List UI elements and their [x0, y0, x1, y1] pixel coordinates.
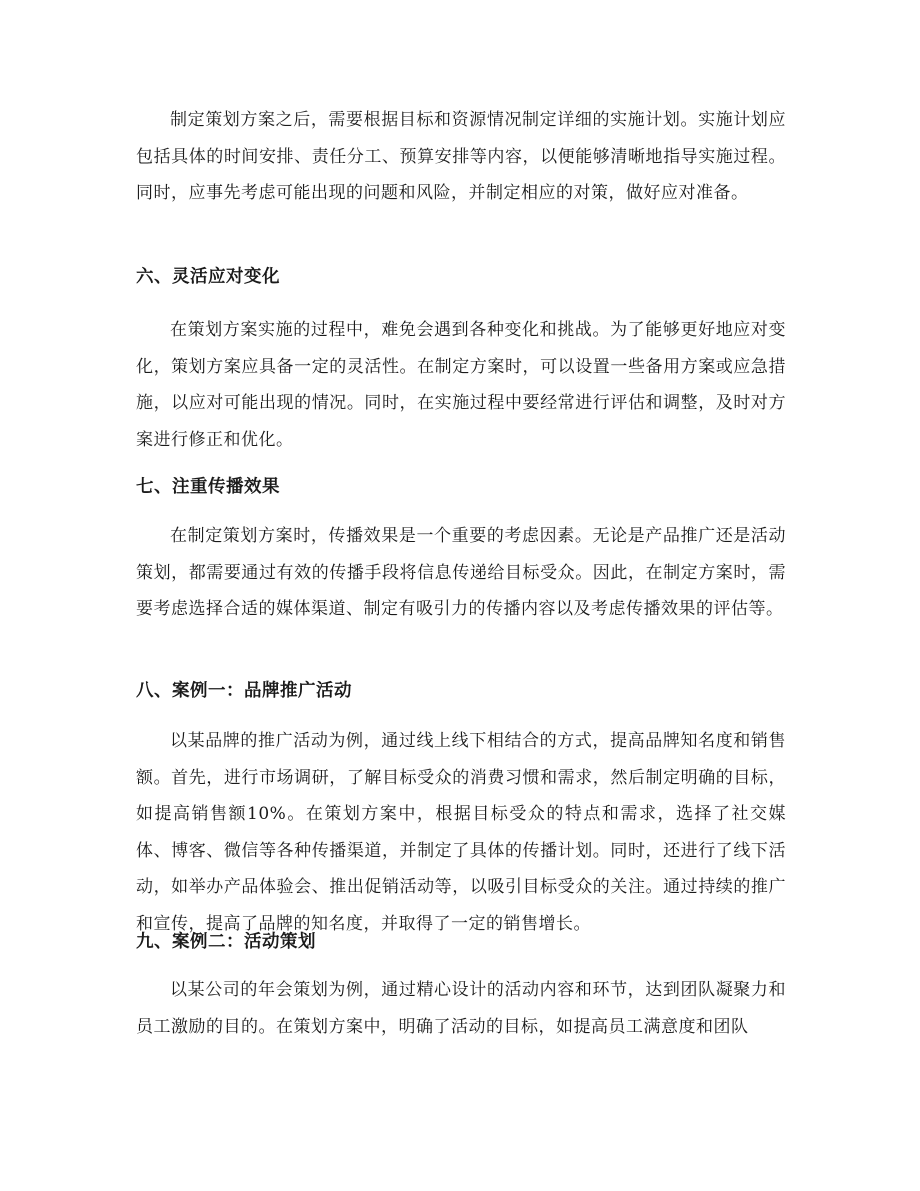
- section-body-6: 在策划方案实施的过程中，难免会遇到各种变化和挑战。为了能够更好地应对变化，策划方案应具备一定的灵活性。在制定方案时，可以设置一些备用方案或应急措施，以应对可能出现的情况。同时，在实施过程中要经常进行评估和调整，及时对方案进行修正和优化。: [136, 320, 786, 450]
- section-body-8: 以某品牌的推广活动为例，通过线上线下相结合的方式，提高品牌知名度和销售额。首先，进行市场调研，了解目标受众的消费习惯和需求，然后制定明确的目标，如提高销售额10%。在策划方案中，根据目标受众的特点和需求，选择了社交媒体、博客、微信等各种传播渠道，并制定了具体的传播计划。同时，还进行了线下活动，如举办产品体验会、推出促销活动等，以吸引目标受众的关注。通过持续的推广和宣传，提高了品牌的知名度，并取得了一定的销售增长。: [136, 731, 786, 934]
- section-heading-7: 七、注重传播效果: [136, 477, 280, 497]
- intro-paragraph: [136, 102, 786, 212]
- section-body-7: 在制定策划方案时，传播效果是一个重要的考虑因素。无论是产品推广还是活动策划，都需要通过有效的传播手段将信息传递给目标受众。因此，在制定方案时，需要考虑选择合适的媒体渠道、制定有吸引力的传播内容以及考虑传播效果的评估等。: [136, 526, 786, 619]
- section-body-9: 以某公司的年会策划为例，通过精心设计的活动内容和环节，达到团队凝聚力和员工激励的目的。在策划方案中，明确了活动的目标，如提高员工满意度和团队: [136, 980, 786, 1037]
- section-heading-9: 九、案例二：活动策划: [136, 932, 316, 952]
- section-heading-8: 八、案例一：品牌推广活动: [136, 681, 352, 701]
- intro-paragraph-text: 制定策划方案之后，需要根据目标和资源情况制定详细的实施计划。实施计划应包括具体的时间安排、责任分工、预算安排等内容，以便能够清晰地指导实施过程。同时，应事先考虑可能出现的问题和风险，并制定相应的对策，做好应对准备。: [136, 110, 786, 203]
- section-heading-6: 六、灵活应对变化: [136, 267, 280, 287]
